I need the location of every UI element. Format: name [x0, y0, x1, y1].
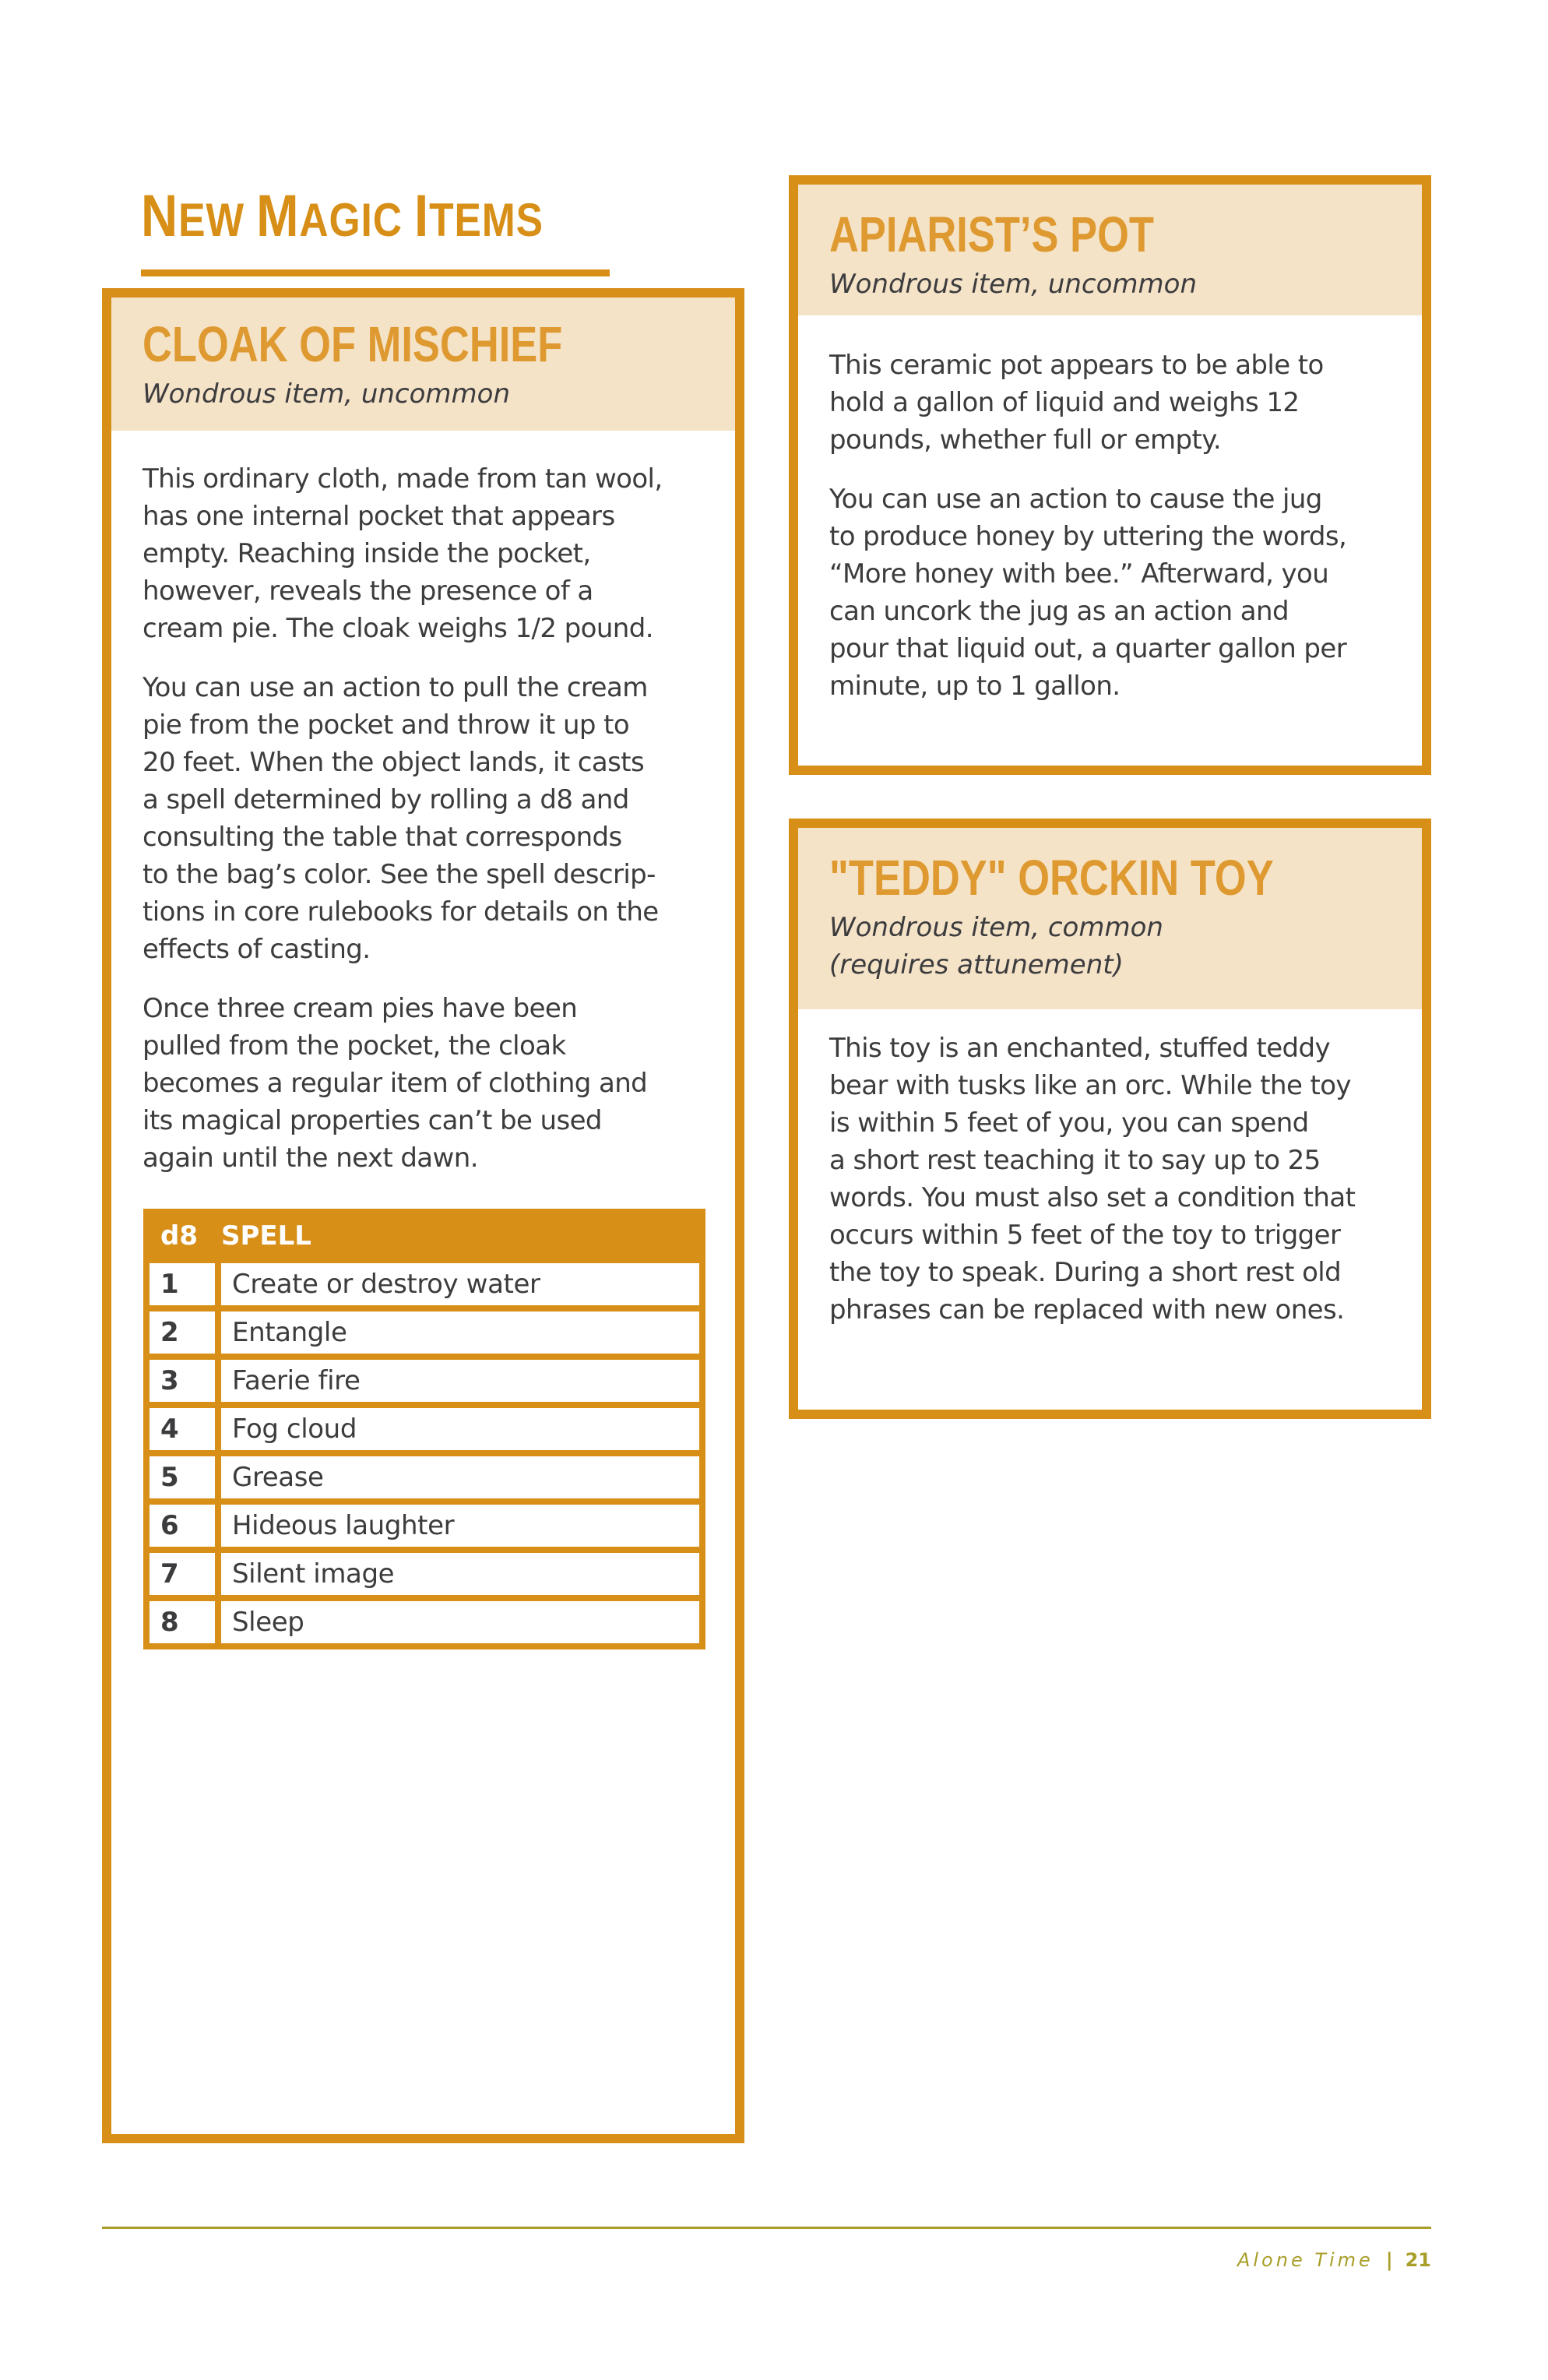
column-header-spell: SPELL — [221, 1220, 311, 1252]
spell-cell: Fog cloud — [221, 1408, 699, 1450]
spell-cell: Sleep — [221, 1601, 699, 1643]
page-number: 21 — [1405, 2249, 1431, 2271]
description-paragraph: This ceramic pot appears to be able to hold a gallon of liquid and weighs 12 pounds, whether full or empty. — [829, 350, 1324, 456]
footer-rule — [102, 2227, 1431, 2229]
description-paragraph: This ordinary cloth, made from tan wool, has one internal pocket that appears empty. Reaching inside the pocket, however, reveals the presence of a cream pie. The cloak weighs 1/2 pound. — [142, 463, 663, 644]
item-title: APIARIST’S POT — [829, 206, 1154, 262]
table-row — [143, 1553, 705, 1595]
description-paragraph: You can use an action to pull the cream pie from the pocket and throw it up to 20 feet. When the object lands, it casts a spell determined by rolling a d8 and consulting the table that corresponds to the bag’s color. See the spell descrip- tions in core rulebooks for details on the effects of casting. — [142, 672, 659, 965]
item-header — [798, 828, 1422, 1009]
table-row — [143, 1408, 705, 1450]
table-row — [143, 1456, 705, 1498]
spell-cell: Silent image — [221, 1553, 699, 1595]
heading-part: EW — [178, 194, 257, 246]
page-heading — [141, 178, 544, 259]
table-row — [143, 1505, 705, 1547]
item-header — [798, 185, 1422, 315]
description-paragraph: You can use an action to cause the jug to produce honey by uttering the words, “More honey with bee.” Afterward, you can uncork the jug as an action and pour that liquid out, a quarter gallon per minute, up to 1 gallon. — [829, 484, 1347, 702]
table-row — [143, 1360, 705, 1402]
item-attunement: (requires attunement) — [829, 949, 1124, 981]
item-title: "TEDDY" ORCKIN TOY — [829, 850, 1274, 906]
item-title: CLOAK OF MISCHIEF — [142, 316, 563, 372]
heading-part: I — [414, 183, 430, 249]
teddy-orckin-toy-box — [789, 819, 1431, 1419]
apiarists-pot-box — [789, 175, 1431, 775]
table-row — [143, 1311, 705, 1354]
description-paragraph: Once three cream pies have been pulled from the pocket, the cloak becomes a regular item of clothing and its magical properties can’t be used again until the next dawn. — [142, 993, 648, 1174]
item-header — [111, 298, 735, 431]
spell-cell: Grease — [221, 1456, 699, 1498]
roll-cell: 5 — [150, 1456, 215, 1498]
spell-cell: Create or destroy water — [221, 1263, 699, 1305]
roll-cell: 6 — [150, 1505, 215, 1547]
column-header-d8: d8 — [160, 1220, 198, 1252]
heading-part: TEMS — [429, 194, 544, 246]
roll-cell: 7 — [150, 1553, 215, 1595]
table-row — [143, 1601, 705, 1643]
heading-part: N — [141, 183, 179, 249]
roll-cell: 3 — [150, 1360, 215, 1402]
item-subtitle: Wondrous item, uncommon — [829, 269, 1198, 300]
item-subtitle: Wondrous item, uncommon — [142, 378, 511, 410]
roll-cell: 8 — [150, 1601, 215, 1643]
spell-table — [143, 1209, 705, 1649]
spell-cell: Faerie fire — [221, 1360, 699, 1402]
description-paragraph: This toy is an enchanted, stuffed teddy bear with tusks like an orc. While the toy is within 5 feet of you, you can spend a short rest teaching it to say up to 25 words. You must also set a condition that occurs within 5 feet of the toy to trigger the toy to speak. During a short rest old phrases can be replaced with new ones. — [829, 1033, 1356, 1326]
item-description — [111, 431, 735, 1177]
page-footer — [1237, 2249, 1431, 2271]
table-row — [143, 1263, 705, 1305]
chapter-title: Alone Time — [1237, 2249, 1374, 2271]
heading-underline — [141, 269, 610, 276]
table-header — [143, 1209, 705, 1263]
roll-cell: 2 — [150, 1311, 215, 1354]
heading-part: AGIC — [299, 194, 415, 246]
heading-part: M — [256, 183, 300, 249]
spell-cell: Hideous laughter — [221, 1505, 699, 1547]
item-description — [798, 1009, 1422, 1329]
roll-cell: 4 — [150, 1408, 215, 1450]
item-description — [798, 315, 1422, 705]
spell-cell: Entangle — [221, 1311, 699, 1354]
item-subtitle: Wondrous item, common — [829, 912, 1163, 943]
roll-cell: 1 — [150, 1263, 215, 1305]
footer-separator: | — [1385, 2249, 1393, 2271]
